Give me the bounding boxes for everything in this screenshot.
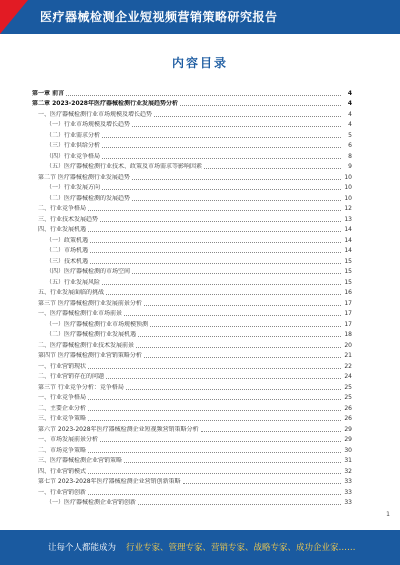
toc-entry-page: 20 [344,341,352,349]
toc-entry[interactable] [32,485,352,496]
toc-entry-label: 第二章 2023-2028年医疗器械检测行业发展趋势分析 [32,100,178,107]
toc-leader-dots [102,137,341,138]
toc-entry-label: 五、行业发展面临的挑战 [38,289,105,296]
toc-entry-label: 一、市场发展前景分析 [38,436,99,443]
toc-entry-page: 21 [344,352,352,359]
toc-entry-page: 16 [344,289,352,296]
toc-leader-dots [88,452,341,453]
toc-leader-dots [180,105,341,106]
toc-entry-page: 12 [344,205,352,212]
footer-slogan: 让每个人都能成为 [48,543,117,553]
toc-entry[interactable] [32,391,352,402]
toc-leader-dots [88,368,341,369]
toc-entry[interactable] [32,139,352,150]
toc-entry-label: 二、市场竞争策略 [38,446,87,454]
toc-leader-dots [90,242,341,243]
header-red-triangle [0,0,28,34]
toc-entry[interactable] [32,149,352,160]
toc-entry-page: 6 [348,142,352,149]
toc-entry-page: 4 [347,89,352,97]
toc-entry-label: 三、行业技术发展趋势 [38,215,99,223]
toc-entry-label: （四）行业竞争格局 [46,152,101,160]
toc-leader-dots [150,326,341,327]
toc-entry[interactable] [32,97,352,108]
toc-entry-page: 14 [344,247,352,254]
toc-leader-dots [88,420,341,421]
page-header [0,0,400,34]
toc-entry[interactable] [32,191,352,202]
toc-entry[interactable] [32,349,352,360]
toc-entry-page: 30 [344,446,352,454]
toc-entry[interactable] [32,412,352,423]
toc-heading: 内容目录 [171,56,228,70]
toc-leader-dots [90,252,341,253]
toc-entry-label: 二、行业竞争格局 [38,205,87,212]
toc-entry-label: （四）医疗器械检测的市场空间 [46,268,131,275]
toc-leader-dots [100,221,341,222]
toc-entry-page: 4 [348,121,352,128]
toc-entry[interactable] [32,464,352,475]
table-of-contents [32,86,352,506]
toc-entry-label: 一、行业营销现状 [38,362,87,370]
toc-entry[interactable] [32,86,352,97]
toc-entry[interactable] [32,181,352,192]
toc-leader-dots [126,389,341,390]
page-footer [0,530,400,565]
toc-entry-page: 25 [344,394,352,401]
toc-entry-page: 29 [344,436,352,443]
toc-entry[interactable] [32,118,352,129]
toc-entry-label: （三）行业供给分析 [46,142,101,149]
toc-entry-page: 17 [344,299,352,307]
toc-leader-dots [204,168,341,169]
toc-entry[interactable] [32,401,352,412]
toc-entry-label: （五）行业发展风险 [46,278,101,286]
toc-entry-page: 22 [344,362,352,370]
toc-entry-page: 33 [344,478,352,485]
toc-leader-dots [138,336,341,337]
toc-entry-page: 17 [344,320,352,328]
toc-entry[interactable] [32,443,352,454]
toc-leader-dots [88,410,341,411]
toc-entry-label: 一、行业竞争格局 [38,394,87,401]
toc-leader-dots [154,116,341,117]
toc-leader-dots [88,494,341,495]
toc-entry-page: 32 [344,467,352,475]
toc-entry[interactable] [32,233,352,244]
toc-entry-page: 33 [344,488,352,496]
toc-entry-label: 第七节 2023-2028年医疗器械检测企业营销创新策略 [38,478,181,485]
toc-entry-label: 第六节 2023-2028年医疗器械检测企业短视频营销策略分析 [38,425,199,433]
footer-roles: 行业专家、管理专家、营销专家、战略专家、成功企业家…… [126,543,356,553]
toc-entry-label: 第三节 医疗器械检测行业发展前景分析 [38,299,142,307]
toc-leader-dots [88,231,341,232]
toc-entry[interactable] [32,307,352,318]
toc-leader-dots [88,210,341,211]
toc-entry-label: （一）政策机遇 [46,236,89,244]
toc-entry-page: 9 [348,163,352,170]
toc-entry-page: 4 [347,100,352,107]
toc-entry-label: 四、行业营销模式 [38,467,87,475]
toc-entry[interactable] [32,370,352,381]
toc-entry-page: 14 [344,226,352,233]
toc-entry[interactable] [32,265,352,276]
toc-entry[interactable] [32,454,352,465]
toc-entry-page: 25 [344,383,352,391]
toc-entry-label: 二、主要企业分析 [38,404,87,412]
report-title: 医疗器械检测企业短视频营销策略研究报告 [40,10,278,24]
toc-leader-dots [136,347,341,348]
toc-leader-dots [106,294,341,295]
toc-entry-label: （五）医疗器械检测行业技术、政策及市场需求等影响因素 [46,163,203,170]
toc-entry-page: 15 [344,257,352,265]
toc-entry-label: 四、行业发展机遇 [38,226,87,233]
toc-entry[interactable] [32,496,352,507]
toc-entry-page: 18 [344,331,352,338]
toc-entry-label: 第二节 医疗器械检测行业发展趋势 [38,173,130,181]
toc-entry[interactable] [32,254,352,265]
toc-entry-page: 14 [344,236,352,244]
toc-entry-label: 三、行业竞争策略 [38,415,87,422]
toc-entry[interactable] [32,286,352,297]
toc-entry[interactable] [32,107,352,118]
toc-entry-page: 26 [344,415,352,422]
toc-entry[interactable] [32,170,352,181]
toc-entry-label: 一、行业营销创新 [38,488,87,496]
toc-entry[interactable] [32,128,352,139]
toc-leader-dots [102,147,341,148]
toc-entry[interactable] [32,275,352,286]
toc-leader-dots [132,273,341,274]
toc-entry-page: 8 [348,152,352,160]
toc-entry-page: 33 [344,499,352,506]
toc-leader-dots [144,357,341,358]
toc-leader-dots [132,179,341,180]
toc-entry[interactable] [32,380,352,391]
toc-entry-label: 一、医疗器械检测行业市场规模及增长趋势 [38,110,153,118]
toc-entry-label: （一）医疗器械检测行业市场规模预测 [46,320,149,328]
toc-entry-page: 31 [344,457,352,464]
toc-entry[interactable] [32,338,352,349]
toc-leader-dots [138,504,341,505]
toc-leader-dots [102,158,341,159]
toc-entry-page: 13 [344,215,352,223]
toc-entry-page: 10 [344,173,352,181]
toc-entry[interactable] [32,359,352,370]
toc-entry-page: 26 [344,404,352,412]
toc-entry[interactable] [32,160,352,171]
toc-entry-label: 第四节 医疗器械检测行业营销策略分析 [38,352,142,359]
toc-entry-label: （二）医疗器械检测的发展趋势 [46,194,131,202]
toc-leader-dots [201,431,341,432]
toc-entry[interactable] [32,223,352,234]
toc-entry-label: 二、医疗器械检测行业技术发展前景 [38,341,135,349]
toc-entry-page: 4 [348,110,352,118]
toc-leader-dots [102,284,341,285]
toc-leader-dots [132,126,341,127]
toc-entry-label: 三、医疗器械检测企业营销策略 [38,457,123,464]
toc-entry-label: （二）市场机遇 [46,247,89,254]
toc-entry[interactable] [32,433,352,444]
toc-leader-dots [102,189,341,190]
toc-entry[interactable] [32,296,352,307]
toc-entry-label: 一、医疗器械检测行业市场前景 [38,310,123,317]
toc-leader-dots [124,315,341,316]
toc-entry-label: （一）行业市场规模及增长趋势 [46,121,131,128]
toc-entry[interactable] [32,212,352,223]
toc-entry-page: 17 [344,310,352,317]
toc-entry[interactable] [32,317,352,328]
toc-leader-dots [124,462,341,463]
toc-entry[interactable] [32,202,352,213]
toc-entry-page: 10 [344,194,352,202]
toc-entry-label: （三）技术机遇 [46,257,89,265]
toc-leader-dots [90,263,341,264]
toc-leader-dots [106,378,341,379]
toc-entry-page: 29 [344,425,352,433]
toc-leader-dots [88,399,341,400]
toc-entry-page: 24 [344,373,352,380]
toc-entry-label: 第三节 行业竞争分析：竞争格局 [38,383,124,391]
toc-entry-label: 二、行业营销存在的问题 [38,373,105,380]
toc-leader-dots [88,473,341,474]
toc-entry-page: 15 [344,278,352,286]
toc-entry-page: 5 [348,131,352,139]
toc-leader-dots [183,483,341,484]
toc-leader-dots [100,441,341,442]
toc-entry-page: 15 [344,268,352,275]
toc-entry-label: 第一章 前言 [32,89,65,97]
toc-entry-label: （一）行业发展方向 [46,184,101,191]
page-number: 1 [386,511,390,518]
toc-entry[interactable] [32,422,352,433]
toc-entry-page: 10 [344,184,352,191]
toc-leader-dots [132,200,341,201]
toc-entry-label: （二）医疗器械检测行业发展机遇 [46,331,137,338]
toc-entry[interactable] [32,328,352,339]
toc-entry-label: （二）行业需求分析 [46,131,101,139]
toc-leader-dots [144,305,341,306]
toc-entry-label: （一）医疗器械检测企业营销创新 [46,499,137,506]
toc-entry[interactable] [32,244,352,255]
toc-entry[interactable] [32,475,352,486]
toc-leader-dots [66,95,341,96]
